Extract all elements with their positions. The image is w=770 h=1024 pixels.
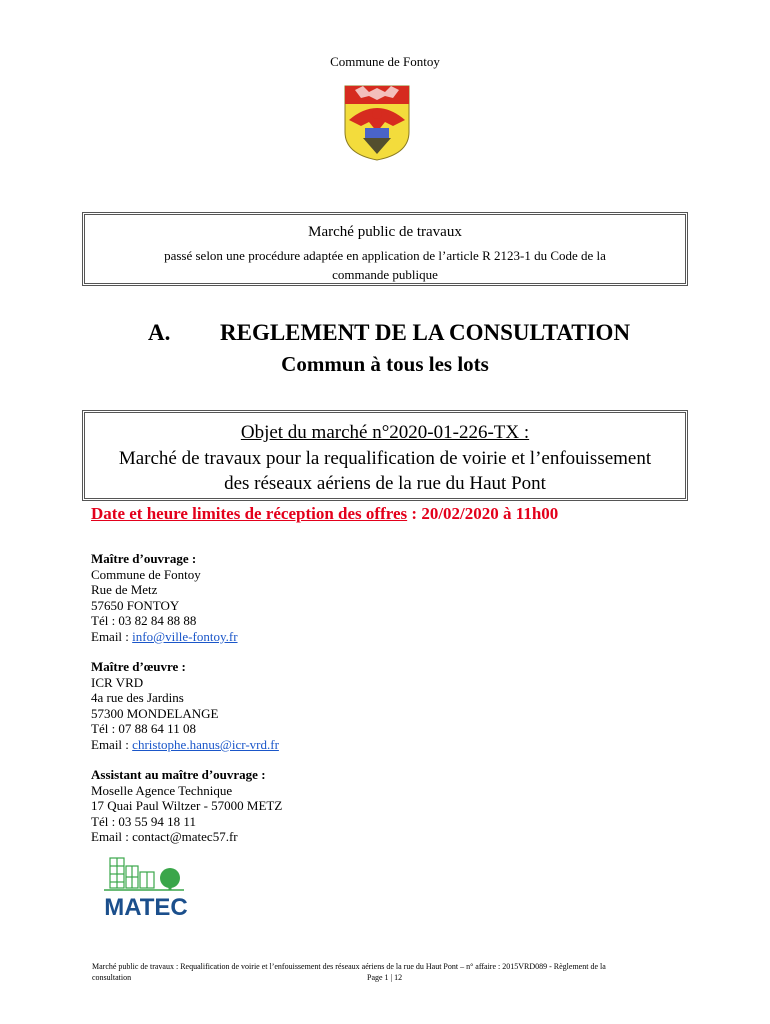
contractor-street: 4a rue des Jardins: [91, 690, 184, 706]
header-town: Commune de Fontoy: [330, 54, 440, 69]
page-footer: [92, 961, 692, 983]
contractor-phone: Tél : 07 88 64 11 08: [91, 721, 196, 737]
owner-block: [91, 551, 238, 645]
procedure-description: passé selon une procédure adaptée en application de l’article R 2123-1 du Code de la commande publique: [164, 248, 606, 282]
assistant-email: Email : contact@matec57.fr: [91, 829, 238, 845]
deadline-value: : 20/02/2020 à 11h00: [407, 504, 559, 523]
market-object-description: Marché de travaux pour la requalification de voirie et l’enfouissement des réseaux aériens de la rue du Haut Pont: [118, 448, 652, 494]
owner-name: Commune de Fontoy: [91, 566, 201, 582]
contractor-name: ICR VRD: [91, 674, 144, 690]
contractor-email-line: Email : christophe.hanus@icr-vrd.fr: [91, 736, 279, 752]
section-letter: A.: [148, 320, 171, 345]
owner-phone: Tél : 03 82 84 88 88: [91, 613, 197, 629]
procedure-title: Marché public de travaux: [308, 224, 462, 240]
deadline-label: Date et heure limites de réception des offres: [91, 504, 408, 523]
assistant-address: 17 Quai Paul Wiltzer - 57000 METZ: [91, 798, 283, 814]
deadline-line: [91, 504, 558, 524]
footer-line2: consultation: [92, 973, 132, 982]
market-object-heading: Objet du marché n°2020-01-226-TX :: [240, 422, 530, 443]
contractor-email-link[interactable]: christophe.hanus@icr-vrd.fr: [132, 736, 279, 752]
assistant-name: Moselle Agence Technique: [91, 782, 233, 798]
coat-of-arms-logo: [341, 82, 413, 162]
page-number: Page 1 | 12: [367, 973, 403, 982]
market-object-box: [82, 410, 688, 501]
matec-logo: [94, 856, 202, 918]
document-title: REGLEMENT DE LA CONSULTATION: [220, 320, 631, 345]
contractor-city: 57300 MONDELANGE: [91, 705, 219, 721]
assistant-heading: Assistant au maître d’ouvrage :: [91, 767, 266, 782]
owner-city: 57650 FONTOY: [91, 597, 180, 613]
matec-logo-text: MATEC: [104, 894, 188, 918]
owner-email-line: Email : info@ville-fontoy.fr: [91, 628, 238, 644]
contractor-heading: Maître d’œuvre :: [91, 659, 186, 674]
procedure-box: [82, 212, 688, 286]
owner-street: Rue de Metz: [91, 582, 158, 598]
document-subtitle: Commun à tous les lots: [281, 352, 489, 376]
footer-line1: Marché public de travaux : Requalification de voirie et l’enfouissement des réseaux aériens de la rue du Haut Pont – n° affaire : 2015VRD089 - Règlement de la: [92, 962, 606, 971]
contractor-block: [91, 659, 279, 753]
owner-heading: Maître d’ouvrage :: [91, 551, 197, 566]
owner-email-link[interactable]: info@ville-fontoy.fr: [132, 628, 238, 644]
assistant-phone: Tél : 03 55 94 18 11: [91, 813, 196, 829]
assistant-block: [91, 767, 282, 845]
